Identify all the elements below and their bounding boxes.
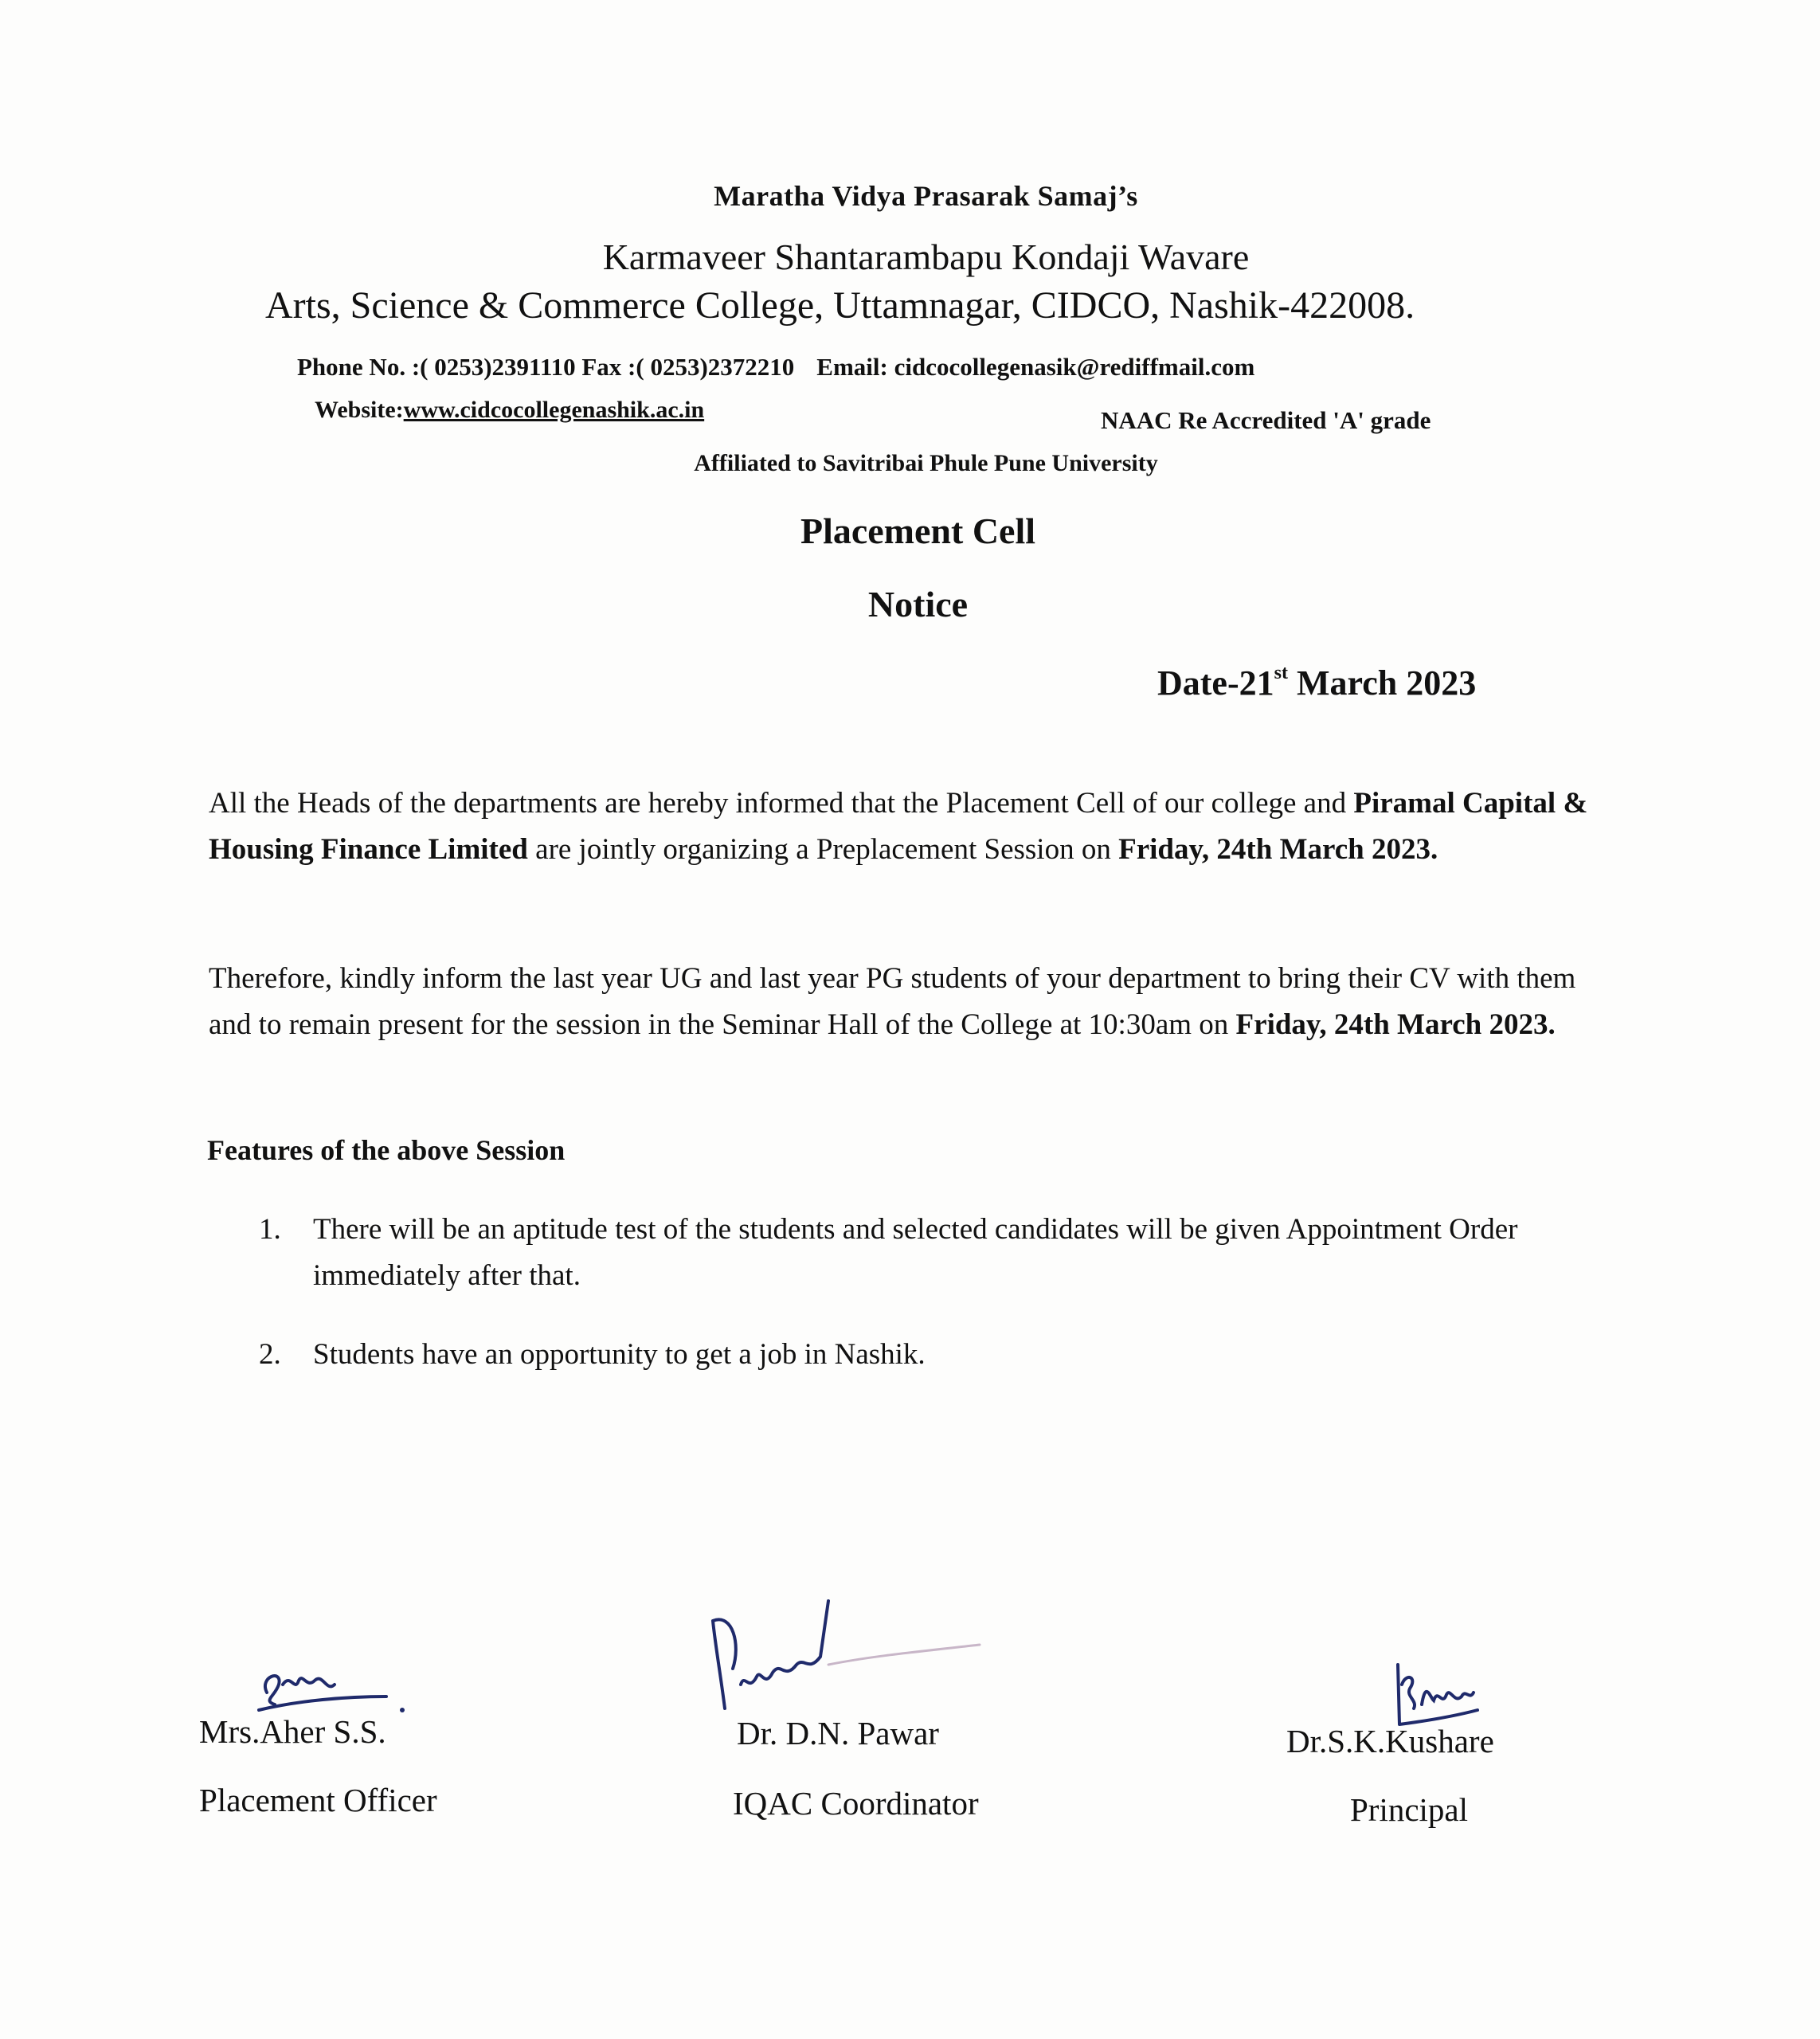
date-rest: March 2023 (1287, 663, 1477, 702)
session-date: Friday, 24th March 2023. (1118, 833, 1438, 866)
para1-text-a: All the Heads of the departments are hereby informed that the Placement Cell of our college and (209, 787, 1354, 820)
signatory-role: Principal (1350, 1791, 1469, 1828)
signatory-name: Mrs.Aher S.S. (199, 1713, 386, 1750)
para2-text-a: Therefore, kindly inform the last year UG and last year PG students of your department to bring their CV with them and to remain present for the session in the Seminar Hall of the College at 10:30am on (209, 962, 1576, 1041)
features-heading: Features of the above Session (207, 1134, 566, 1166)
website-line (315, 397, 704, 424)
company-name: Piramal Capital & Housing Finance Limited (209, 787, 1588, 866)
website-link[interactable]: www.cidcocollegenashik.ac.in (403, 397, 705, 423)
phone-fax: Phone No. :( 0253)2391110 Fax :( 0253)2372210 (297, 353, 795, 381)
signature-aher (251, 1661, 410, 1720)
date-ordinal: st (1274, 663, 1288, 683)
date-prefix: Date-21 (1157, 663, 1274, 702)
feature-number: 1. (259, 1213, 281, 1246)
feature-text: Students have an opportunity to get a job in Nashik. (313, 1338, 926, 1371)
feature-item (259, 1207, 1597, 1299)
paragraph-announcement (209, 781, 1595, 873)
signatory-role: IQAC Coordinator (733, 1785, 979, 1822)
naac-accreditation: NAAC Re Accredited 'A' grade (1101, 406, 1431, 434)
feature-item (259, 1332, 1597, 1378)
para1-text-b: are jointly organizing a Preplacement Session on (527, 833, 1119, 866)
email: Email: cidcocollegenasik@rediffmail.com (816, 353, 1255, 381)
notice-title: Notice (867, 584, 969, 624)
feature-text: There will be an aptitude test of the students and selected candidates will be given Appointment Order immediately after that. (313, 1213, 1518, 1292)
college-name-line2: Arts, Science & Commerce College, Uttamnagar, CIDCO, Nashik-422008. (265, 284, 1415, 327)
signatory-name: Dr.S.K.Kushare (1286, 1723, 1494, 1759)
department-heading: Placement Cell (800, 511, 1036, 551)
signatory-name: Dr. D.N. Pawar (737, 1715, 939, 1751)
signatory-role: Placement Officer (199, 1782, 437, 1818)
paragraph-instructions (209, 956, 1595, 1048)
feature-number: 2. (259, 1338, 281, 1371)
session-date-2: Friday, 24th March 2023. (1235, 1008, 1556, 1041)
university-affiliation: Affiliated to Savitribai Phule Pune University (694, 450, 1158, 476)
college-name-line1: Karmaveer Shantarambapu Kondaji Wavare (602, 237, 1250, 277)
website-label: Website: (315, 397, 404, 423)
contact-line (297, 353, 1254, 382)
society-name: Maratha Vidya Prasarak Samaj’s (714, 180, 1138, 212)
signature-pawar (709, 1597, 1012, 1716)
notice-date (1157, 663, 1476, 703)
